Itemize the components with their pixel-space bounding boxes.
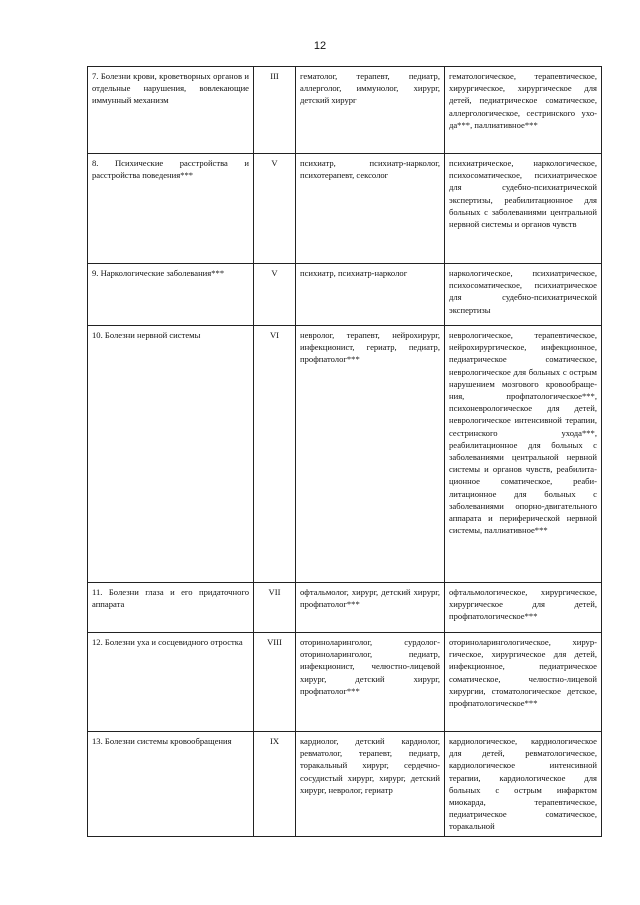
- specialists-cell: психиатр, психиатр-нарколог, психотерапевт, сексолог: [296, 154, 445, 264]
- disease-cell: 11. Болезни глаза и его придаточного аппарата: [88, 583, 254, 633]
- departments-cell: неврологическое, терапевтическое, нейрохирургическое, инфекционное, педиатрическое соматическое, неврологическое для больных с острым нарушением мозгового кровообращения, профпатологическое***, психоневрологическое для детей, неврологическое интенсивной терапии, сестринского ухода***, реабилитационное для больных с заболеваниями центральной нервной системы и органов чувств, реабилитационное соматическое, реабилитационное для больных с заболеваниями опорно-двигательного аппарата и периферической нервной системы, паллиативное***: [445, 326, 602, 583]
- class-cell: V: [254, 264, 296, 326]
- class-cell: V: [254, 154, 296, 264]
- disease-cell: 12. Болезни уха и сосцевидного отростка: [88, 633, 254, 732]
- departments-cell: психиатрическое, наркологическое, психосоматическое, психиатрическое для судебно-психиатрической экспертизы, реабилитационное для больных с заболеваниями центральной нервной системы и органов чувств: [445, 154, 602, 264]
- specialists-cell: гематолог, терапевт, педиатр, аллерголог, иммунолог, хирург, детский хирург: [296, 67, 445, 154]
- specialists-cell: невролог, терапевт, нейрохирург, инфекционист, гериатр, педиатр, профпатолог***: [296, 326, 445, 583]
- specialists-cell: кардиолог, детский кардиолог, ревматолог, терапевт, педиатр, торакальный хирург, сердечно-сосудистый хирург, хирург, детский хирург, невролог, гериатр: [296, 732, 445, 837]
- specialty-table: [87, 66, 602, 837]
- class-cell: VIII: [254, 633, 296, 732]
- departments-cell: гематологическое, терапевтическое, хирургическое, хирургическое для детей, педиатрическое соматическое, аллергологическое, сестринского ухода***, паллиативное***: [445, 67, 602, 154]
- specialists-cell: офтальмолог, хирург, детский хирург, профпатолог***: [296, 583, 445, 633]
- page-number: 12: [313, 40, 327, 52]
- table-row: [88, 67, 602, 154]
- departments-cell: оториноларингологическое, хирургическое, хирургическое для детей, инфекционное, педиатрическое соматическое, челюстно-лицевой хирургии, стоматологическое детское, профпатологическое***: [445, 633, 602, 732]
- table-row: [88, 583, 602, 633]
- disease-cell: 8. Психические расстройства и расстройства поведения***: [88, 154, 254, 264]
- disease-cell: 7. Болезни крови, кроветворных органов и отдельные нарушения, вовлекающие иммунный механизм: [88, 67, 254, 154]
- table-row: [88, 154, 602, 264]
- class-cell: VII: [254, 583, 296, 633]
- departments-cell: офтальмологическое, хирургическое, хирургическое для детей, профпатологическое***: [445, 583, 602, 633]
- specialists-cell: оториноларинголог, сурдолог-оториноларинголог, педиатр, инфекционист, челюстно-лицевой хирург, детский хирург, профпатолог***: [296, 633, 445, 732]
- class-cell: III: [254, 67, 296, 154]
- class-cell: VI: [254, 326, 296, 583]
- table-row: [88, 326, 602, 583]
- table-row: [88, 264, 602, 326]
- departments-cell: наркологическое, психиатрическое, психосоматическое, психиатрическое для судебно-психиатрической экспертизы: [445, 264, 602, 326]
- disease-cell: 9. Наркологические заболевания***: [88, 264, 254, 326]
- disease-cell: 10. Болезни нервной системы: [88, 326, 254, 583]
- table-row: [88, 732, 602, 837]
- table-row: [88, 633, 602, 732]
- class-cell: IX: [254, 732, 296, 837]
- specialists-cell: психиатр, психиатр-нарколог: [296, 264, 445, 326]
- disease-cell: 13. Болезни системы кровообращения: [88, 732, 254, 837]
- departments-cell: кардиологическое, кардиологическое для детей, ревматологическое, кардиологическое интенсивной терапии, кардиологическое для больных с острым инфарктом миокарда, терапевтическое, педиатрическое соматическое, торакальной: [445, 732, 602, 837]
